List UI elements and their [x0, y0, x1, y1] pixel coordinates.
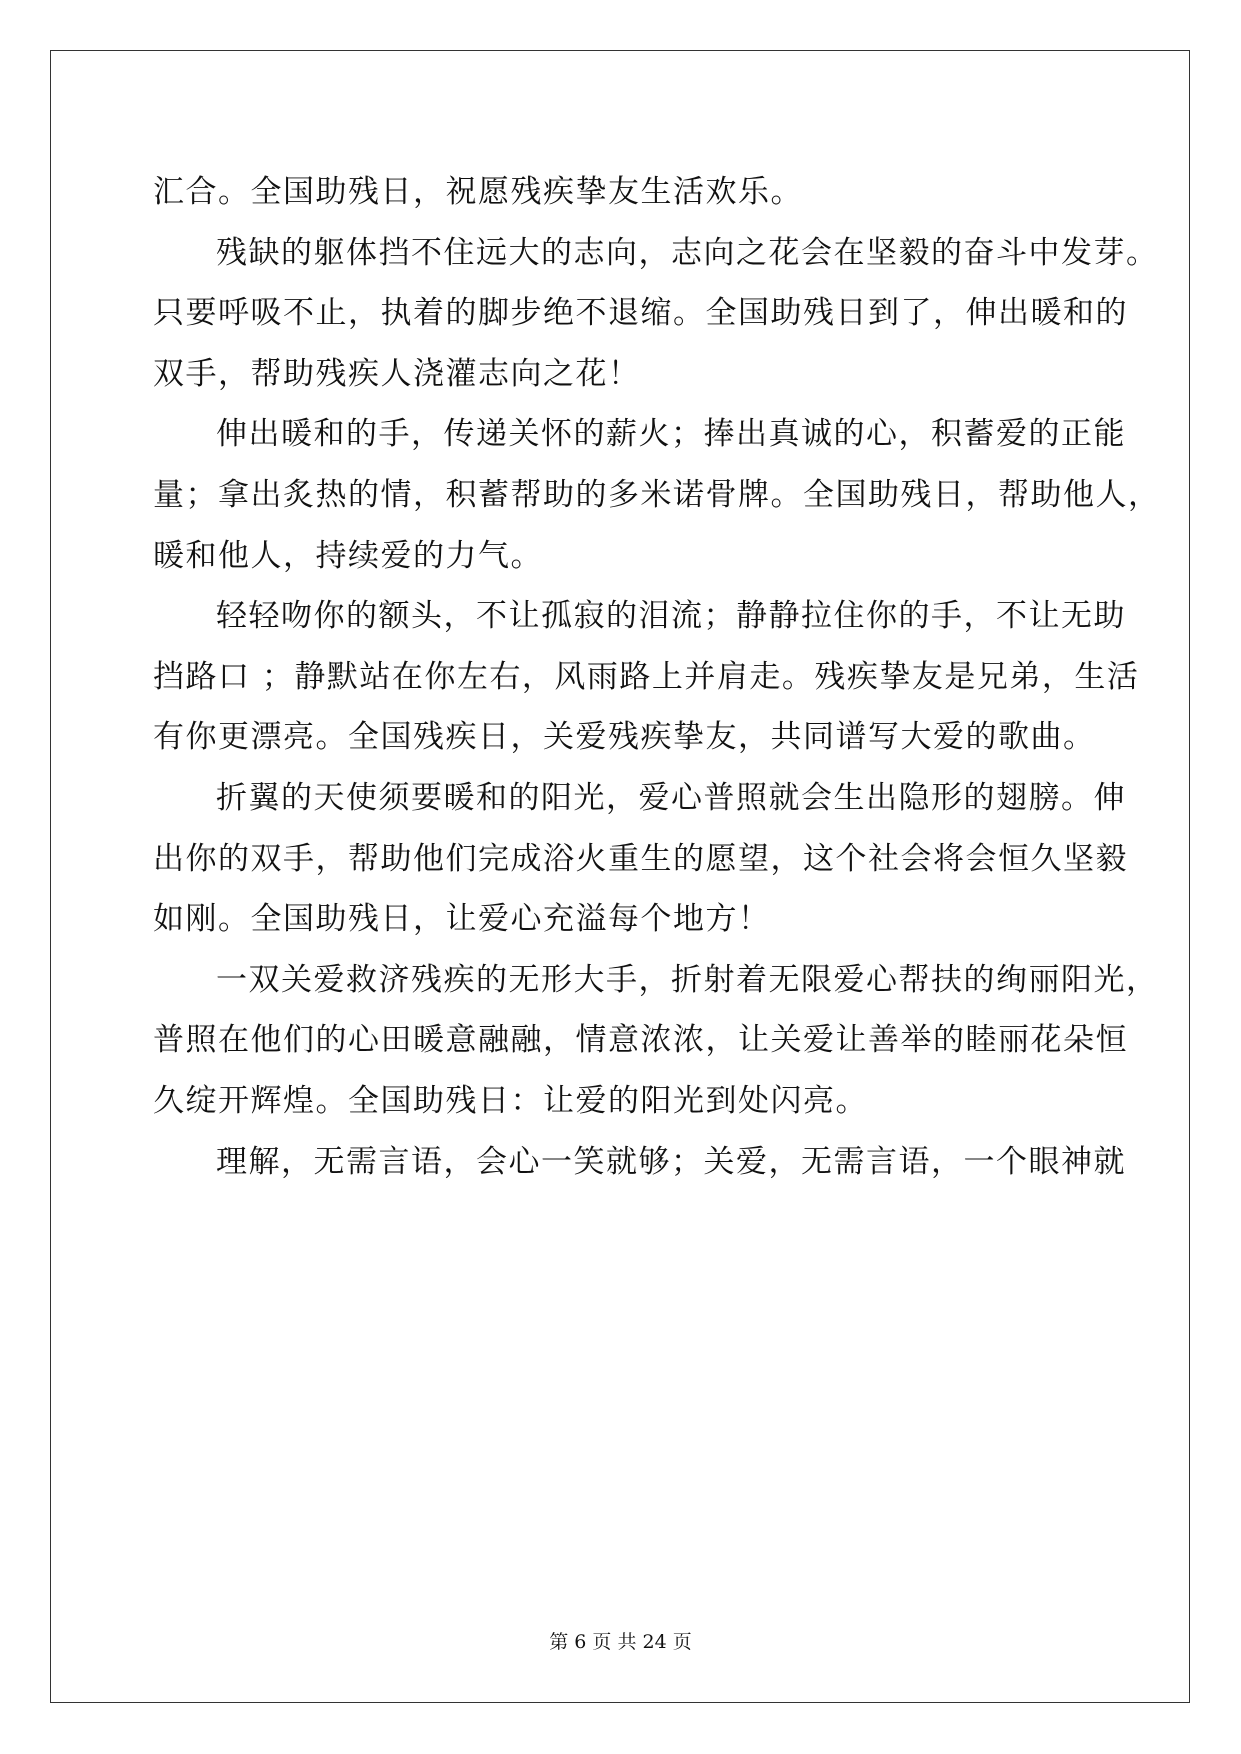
text-line: 久绽开辉煌。全国助残日：让爱的阳光到处闪亮。 [153, 1082, 868, 1119]
paragraph-start-line: 理解，无需言语，会心一笑就够；关爱，无需言语，一个眼神就 [216, 1143, 1126, 1180]
text-line: 只要呼吸不止，执着的脚步绝不退缩。全国助残日到了，伸出暖和的 [153, 295, 1128, 332]
text-line: 挡路口 ；静默站在你左右，风雨路上并肩走。残疾挚友是兄弟，生活 [153, 658, 1140, 695]
text-line: 有你更漂亮。全国残疾日，关爱残疾挚友，共同谱写大爱的歌曲。 [153, 719, 1096, 756]
text-line: 如刚。全国助残日，让爱心充溢每个地方！ [153, 901, 771, 938]
text-line: 普照在他们的心田暖意融融，情意浓浓，让关爱让善举的睦丽花朵恒 [153, 1022, 1128, 1059]
text-line: 双手，帮助残疾人浇灌志向之花！ [153, 355, 641, 392]
paragraph-start-line: 一双关爱救济残疾的无形大手，折射着无限爱心帮扶的绚丽阳光， [216, 961, 1159, 998]
text-line: 出你的双手，帮助他们完成浴火重生的愿望，这个社会将会恒久坚毅 [153, 840, 1128, 877]
text-line: 量；拿出炙热的情，积蓄帮助的多米诺骨牌。全国助残日，帮助他人， [153, 476, 1161, 513]
paragraph-start-line: 残缺的躯体挡不住远大的志向，志向之花会在坚毅的奋斗中发芽。 [216, 234, 1159, 271]
page-number-footer: 第 6 页 共 24 页 [549, 1631, 692, 1653]
paragraph-start-line: 折翼的天使须要暖和的阳光，爱心普照就会生出隐形的翅膀。伸 [216, 779, 1126, 816]
document-body [153, 162, 1161, 1192]
text-line: 汇合。全国助残日，祝愿残疾挚友生活欢乐。 [153, 174, 803, 210]
paragraph-start-line: 伸出暖和的手，传递关怀的薪火；捧出真诚的心，积蓄爱的正能 [216, 416, 1126, 453]
text-line: 暖和他人，持续爱的力气。 [153, 537, 543, 574]
paragraph-start-line: 轻轻吻你的额头，不让孤寂的泪流；静静拉住你的手，不让无助 [216, 598, 1126, 635]
